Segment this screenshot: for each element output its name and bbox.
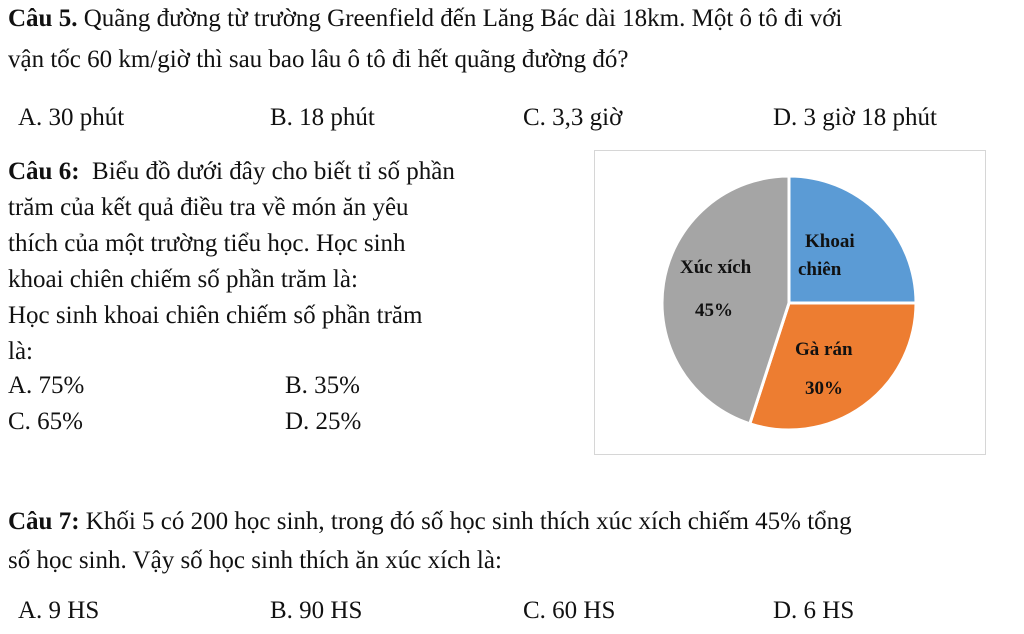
q6-line5: Học sinh khoai chiên chiếm số phần trăm xyxy=(8,302,423,329)
pie-label-1-0: Gà rán xyxy=(795,339,853,360)
q7-line1 xyxy=(8,507,852,537)
q7-number: Câu 7: xyxy=(8,508,80,535)
q6-text-1: Biểu đồ dưới đây cho biết tỉ số phần xyxy=(92,158,455,185)
q6-option-c[interactable]: C. 65% xyxy=(8,408,83,435)
q5-option-c[interactable]: C. 3,3 giờ xyxy=(523,104,623,131)
q5-number: Câu 5. xyxy=(8,5,78,32)
pie-label-2-0: Xúc xích xyxy=(680,257,752,278)
q5-option-b[interactable]: B. 18 phút xyxy=(270,104,375,131)
q7-option-d[interactable]: D. 6 HS xyxy=(773,597,855,624)
pie-label-0-1: chiên xyxy=(798,259,842,280)
q5-line2: vận tốc 60 km/giờ thì sau bao lâu ô tô đi hết quãng đường đó? xyxy=(8,46,629,73)
q6-option-b[interactable]: B. 35% xyxy=(285,372,360,399)
q6-line4: khoai chiên chiếm số phần trăm là: xyxy=(8,266,358,293)
pie-chart xyxy=(594,150,986,455)
q6-option-a[interactable]: A. 75% xyxy=(8,372,85,399)
q6-option-d[interactable]: D. 25% xyxy=(285,408,362,435)
q7-text-1: Khối 5 có 200 học sinh, trong đó số học sinh thích xúc xích chiếm 45% tổng xyxy=(85,508,852,535)
q7-option-a[interactable]: A. 9 HS xyxy=(18,597,100,624)
q5-text-1: Quãng đường từ trường Greenfield đến Lăng Bác dài 18km. Một ô tô đi với xyxy=(83,5,843,32)
q6-line6: là: xyxy=(8,338,33,365)
q6-line1 xyxy=(8,157,455,187)
pie-label-0-0: Khoai xyxy=(805,231,855,252)
q7-line2: số học sinh. Vậy số học sinh thích ăn xúc xích là: xyxy=(8,547,502,574)
q6-line2: trăm của kết quả điều tra về món ăn yêu xyxy=(8,194,409,221)
q6-number: Câu 6: xyxy=(8,158,80,185)
q6-line3: thích của một trường tiểu học. Học sinh xyxy=(8,230,406,257)
q7-option-b[interactable]: B. 90 HS xyxy=(270,597,363,624)
q5-option-a[interactable]: A. 30 phút xyxy=(18,104,125,131)
pie-chart-svg xyxy=(595,151,985,454)
q7-option-c[interactable]: C. 60 HS xyxy=(523,597,616,624)
pie-value-label-2: 45% xyxy=(695,300,733,321)
pie-value-label-1: 30% xyxy=(805,378,843,399)
q5-option-d[interactable]: D. 3 giờ 18 phút xyxy=(773,104,937,131)
q5-line1 xyxy=(8,4,842,34)
